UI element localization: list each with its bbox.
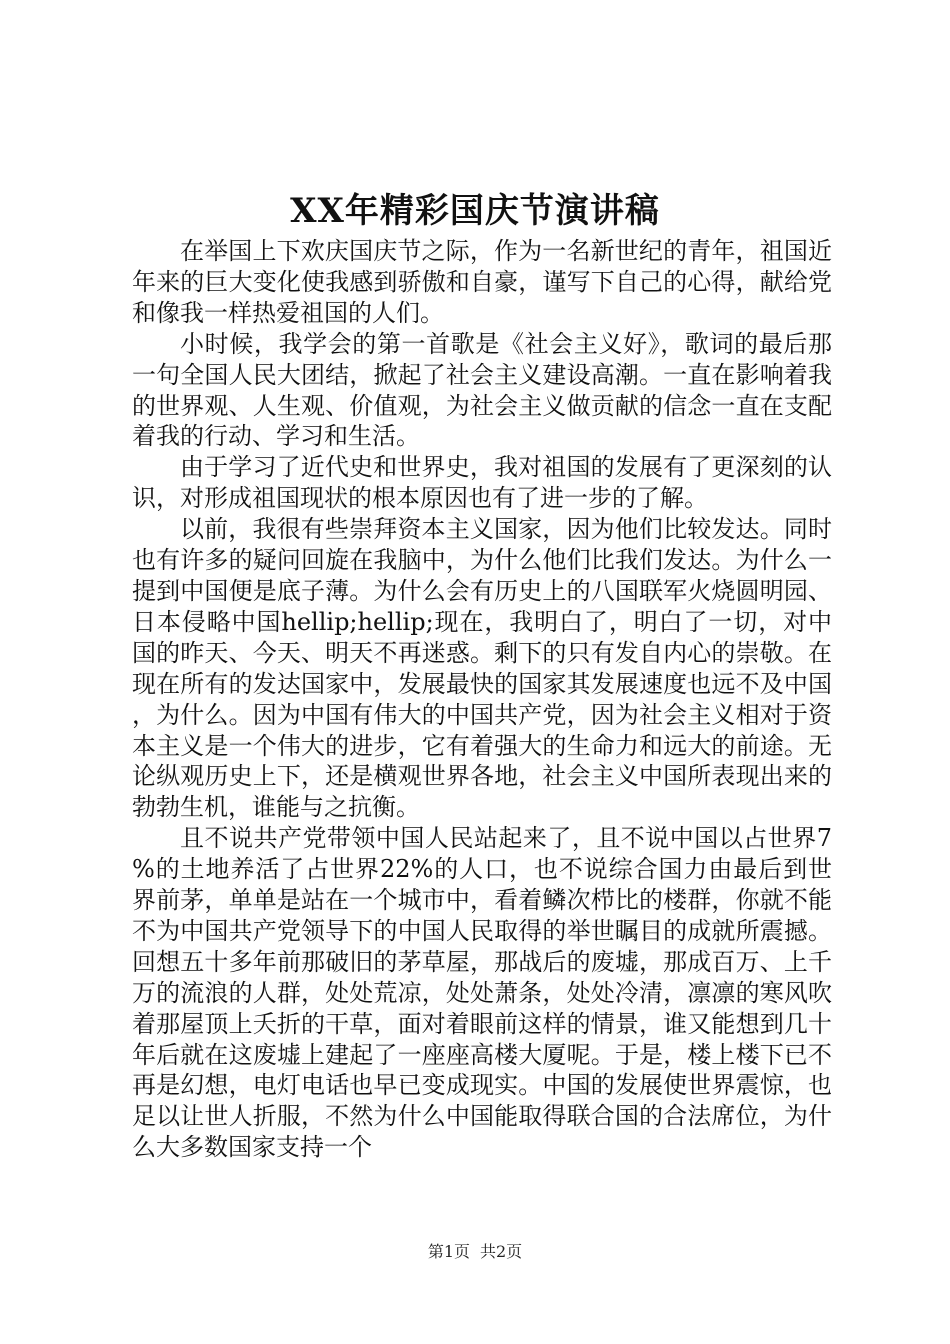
document-body [132,236,832,1163]
page-footer [0,1242,950,1262]
page-number-current: 第1页 [427,1242,470,1261]
paragraph-3: 由于学习了近代史和世界史，我对祖国的发展有了更深刻的认识，对形成祖国现状的根本原因也有了进一步的了解。 [132,453,832,513]
paragraph-1: 在举国上下欢庆国庆节之际，作为一名新世纪的青年，祖国近年来的巨大变化使我感到骄傲和自豪，谨写下自己的心得，献给党和像我一样热爱祖国的人们。 [132,237,832,327]
page-number-total: 共2页 [480,1242,523,1261]
paragraph-2: 小时候，我学会的第一首歌是《社会主义好》，歌词的最后那一句全国人民大团结，掀起了社会主义建设高潮。一直在影响着我的世界观、人生观、价值观，为社会主义做贡献的信念一直在支配着我的行动、学习和生活。 [132,329,832,451]
document-title: XX年精彩国庆节演讲稿 [290,191,660,231]
paragraph-4: 以前，我很有些崇拜资本主义国家，因为他们比较发达。同时也有许多的疑问回旋在我脑中，为什么他们比我们发达。为什么一提到中国便是底子薄。为什么会有历史上的八国联军火烧圆明园、日本侵略中国hellip;hellip;现在，我明白了，明白了一切，对中国的昨天、今天、明天不再迷惑。剩下的只有发自内心的崇敬。在现在所有的发达国家中，发展最快的国家其发展速度也远不及中国，为什么。因为中国有伟大的中国共产党，因为社会主义相对于资本主义是一个伟大的进步，它有着强大的生命力和远大的前途。无论纵观历史上下，还是横观世界各地，社会主义中国所表现出来的勃勃生机，谁能与之抗衡。 [132,515,832,822]
paragraph-5: 且不说共产党带领中国人民站起来了，且不说中国以占世界7%的土地养活了占世界22%的人口，也不说综合国力由最后到世界前茅，单单是站在一个城市中，看着鳞次栉比的楼群，你就不能不为中国共产党领导下的中国人民取得的举世瞩目的成就所震撼。回想五十多年前那破旧的茅草屋，那战后的废墟，那成百万、上千万的流浪的人群，处处荒凉，处处萧条，处处冷清，凛凛的寒风吹着那屋顶上夭折的干草，面对着眼前这样的情景，谁又能想到几十年后就在这废墟上建起了一座座高楼大厦呢。于是，楼上楼下已不再是幻想，电灯电话也早已变成现实。中国的发展使世界震惊，也足以让世人折服，不然为什么中国能取得联合国的合法席位，为什么大多数国家支持一个 [132,824,832,1162]
